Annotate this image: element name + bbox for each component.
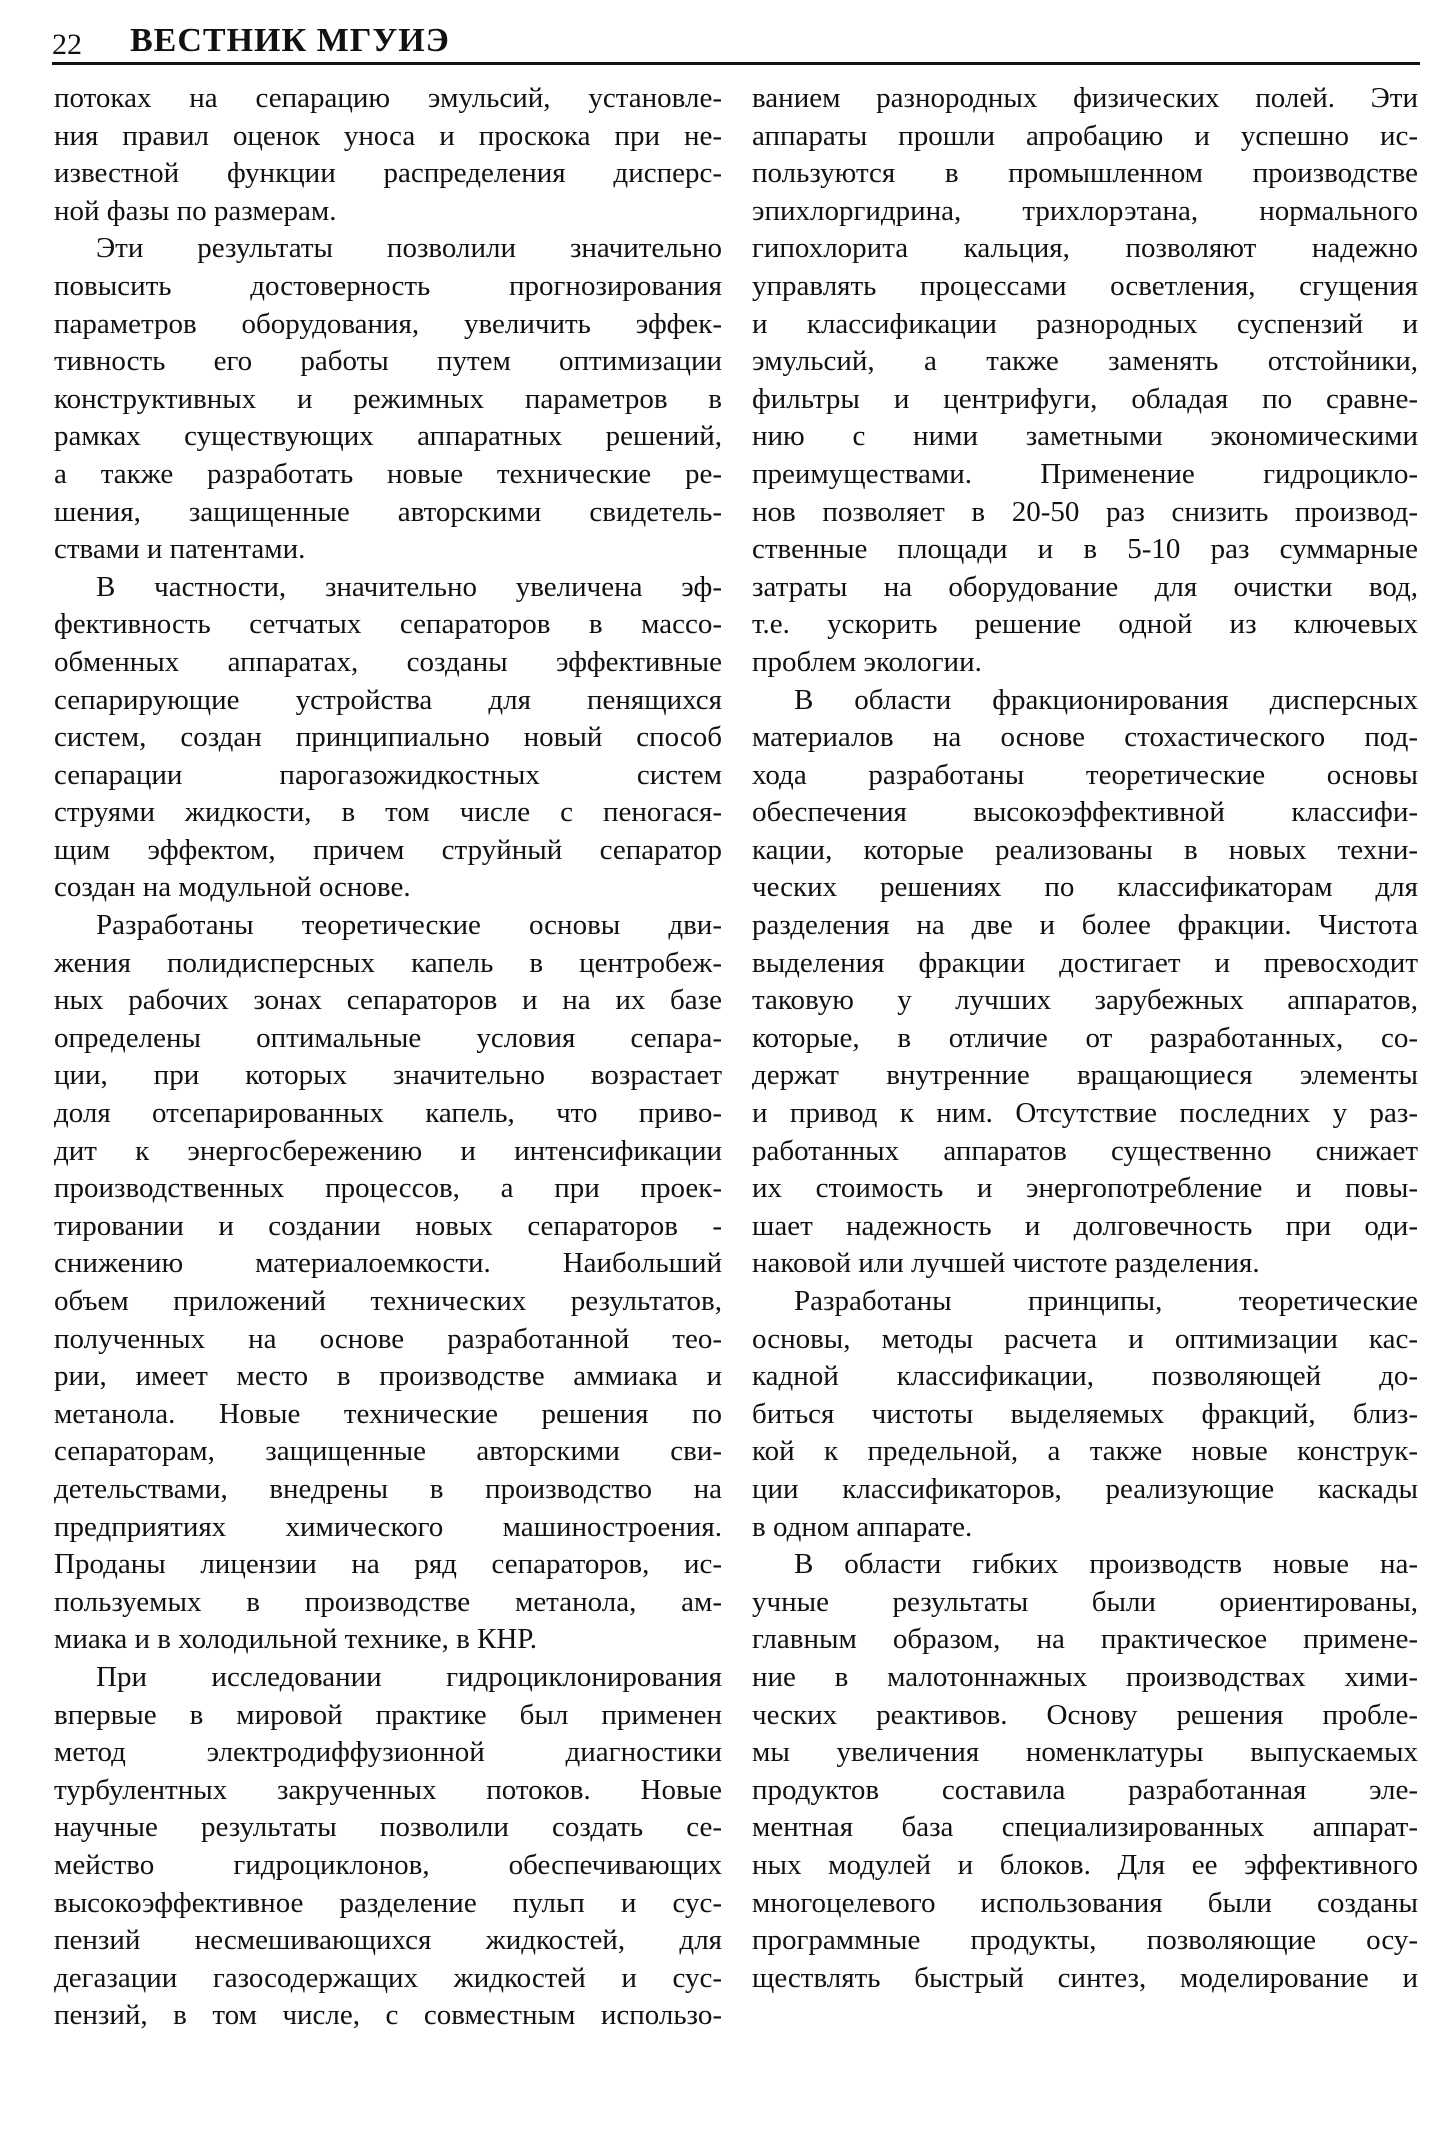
text-line: главным образом, на практическое примене- [752, 1623, 1418, 1656]
text-line: мейство гидроциклонов, обеспечивающих [54, 1848, 722, 1881]
text-line: ции, при которых значительно возрастает [54, 1059, 722, 1092]
text-line: выделения фракции достигает и превосходит [752, 946, 1418, 979]
text-line: ванием разнородных физических полей. Эти [752, 82, 1418, 114]
text-line: тивность его работы путем оптимизации [54, 345, 722, 378]
paragraph [752, 1546, 1418, 1997]
text-line: В частности, значительно увеличена эф- [96, 570, 722, 603]
text-line: пензий, в том числе, с совместным использо- [54, 1999, 722, 2032]
text-line: объем приложений технических результатов, [54, 1285, 722, 1317]
text-line: дегазации газосодержащих жидкостей и сус- [54, 1961, 722, 1994]
text-line: шает надежность и долговечность при оди- [752, 1209, 1418, 1242]
text-line: потоках на сепарацию эмульсий, установле- [54, 82, 722, 114]
text-line: тировании и создании новых сепараторов - [54, 1209, 722, 1242]
text-line: шения, защищенные авторскими свидетель- [54, 495, 722, 528]
text-line: мы увеличения номенклатуры выпускаемых [752, 1736, 1418, 1769]
text-line: метод электродиффузионной диагностики [54, 1736, 722, 1769]
text-line: сепарирующие устройства для пенящихся [54, 683, 722, 716]
page-number: 22 [52, 28, 82, 61]
text-line: ческих решениях по классификаторам для [752, 871, 1418, 904]
text-line: ции классификаторов, реализующие каскады [752, 1472, 1418, 1505]
paragraph [54, 230, 722, 568]
text-line: детельствами, внедрены в производство на [54, 1472, 722, 1505]
text-line: программные продукты, позволяющие осу- [752, 1924, 1418, 1957]
text-line: систем, создан принципиально новый способ [54, 721, 722, 754]
text-line: Разработаны теоретические основы дви- [96, 909, 722, 942]
right-column [752, 80, 1418, 1997]
header-rule [52, 62, 1420, 65]
paragraph [54, 80, 722, 230]
text-line: известной функции распределения дисперс- [54, 157, 722, 190]
left-column [54, 80, 722, 2035]
text-line: струями жидкости, в том числе с пеногася- [54, 796, 722, 829]
paragraph [752, 1283, 1418, 1546]
text-line: При исследовании гидроциклонирования [96, 1660, 722, 1693]
text-line: нию с ними заметными экономическими [752, 420, 1418, 453]
text-line: многоцелевого использования были созданы [752, 1886, 1418, 1919]
text-line: пользуемых в производстве метанола, ам- [54, 1585, 722, 1618]
paragraph [54, 569, 722, 907]
text-line: затраты на оборудование для очистки вод, [752, 570, 1418, 603]
text-line: щим эффектом, причем струйный сепаратор [54, 833, 722, 866]
text-line: материалов на основе стохастического под- [752, 721, 1418, 754]
text-line: В области фракционирования дисперсных [794, 683, 1418, 716]
text-line: кой к предельной, а также новые конструк- [752, 1435, 1418, 1468]
text-line: Эти результаты позволили значительно [96, 232, 722, 265]
text-line: ние в малотоннажных производствах хими- [752, 1660, 1418, 1693]
running-header [52, 22, 1420, 64]
text-line: разделения на две и более фракции. Чистота [752, 909, 1418, 942]
text-line: хода разработаны теоретические основы [752, 758, 1418, 791]
text-line: ствами и патентами. [54, 533, 306, 566]
text-line: определены оптимальные условия сепара- [54, 1021, 722, 1054]
text-line: биться чистоты выделяемых фракций, близ- [752, 1397, 1418, 1430]
text-line: эпихлоргидрина, трихлорэтана, нормального [752, 194, 1418, 227]
text-line: сепараторам, защищенные авторскими сви- [54, 1435, 722, 1468]
text-line: работанных аппаратов существенно снижает [752, 1134, 1418, 1167]
text-line: основы, методы расчета и оптимизации кас- [752, 1322, 1418, 1355]
text-line: преимуществами. Применение гидроцикло- [752, 457, 1418, 490]
text-line: миака и в холодильной технике, в КНР. [54, 1623, 538, 1656]
text-line: нов позволяет в 20-50 раз снизить производ- [752, 495, 1418, 528]
text-line: обеспечения высокоэффективной классифи- [752, 796, 1418, 829]
text-line: высокоэффективное разделение пульп и сус- [54, 1886, 722, 1919]
text-line: метанола. Новые технические решения по [54, 1397, 722, 1430]
text-line: пензий несмешивающихся жидкостей, для [54, 1924, 722, 1957]
text-line: конструктивных и режимных параметров в [54, 382, 722, 415]
text-line: полученных на основе разработанной тео- [54, 1322, 722, 1355]
text-line: ных модулей и блоков. Для ее эффективного [752, 1848, 1418, 1881]
text-line: В области гибких производств новые на- [794, 1548, 1418, 1581]
text-line: проблем экологии. [752, 645, 982, 678]
text-line: турбулентных закрученных потоков. Новые [54, 1773, 722, 1806]
text-line: обменных аппаратах, созданы эффективные [54, 645, 722, 678]
text-line: производственных процессов, а при проек- [54, 1172, 722, 1205]
text-line: сепарации парогазожидкостных систем [54, 758, 722, 791]
text-line: держат внутренние вращающиеся элементы [752, 1059, 1418, 1092]
text-line: ческих реактивов. Основу решения пробле- [752, 1698, 1418, 1731]
text-line: фильтры и центрифуги, обладая по сравне- [752, 382, 1418, 415]
text-line: кации, которые реализованы в новых техни- [752, 833, 1418, 866]
text-line: рамках существующих аппаратных решений, [54, 420, 722, 453]
text-line: и привод к ним. Отсутствие последних у раз- [752, 1097, 1418, 1130]
text-line: предприятиях химического машиностроения. [54, 1510, 722, 1543]
text-line: управлять процессами осветления, сгущения [752, 269, 1418, 302]
journal-title: ВЕСТНИК МГУИЭ [130, 22, 450, 59]
paragraph [752, 80, 1418, 682]
text-line: ществлять быстрый синтез, моделирование и [752, 1961, 1418, 1994]
text-line: гипохлорита кальция, позволяют надежно [752, 232, 1418, 265]
text-line: ных рабочих зонах сепараторов и на их базе [54, 984, 722, 1017]
text-line: продуктов составила разработанная эле- [752, 1773, 1418, 1806]
text-line: рии, имеет место в производстве аммиака и [54, 1360, 722, 1393]
text-line: их стоимость и энергопотребление и повы- [752, 1172, 1418, 1205]
text-line: ственные площади и в 5-10 раз суммарные [752, 533, 1418, 566]
text-line: т.е. ускорить решение одной из ключевых [752, 608, 1418, 641]
text-line: Разработаны принципы, теоретические [794, 1285, 1418, 1317]
paragraph [54, 907, 722, 1659]
text-line: Проданы лицензии на ряд сепараторов, ис- [54, 1548, 722, 1581]
text-line: эмульсий, а также заменять отстойники, [752, 345, 1418, 378]
text-line: впервые в мировой практике был применен [54, 1698, 722, 1731]
text-line: фективность сетчатых сепараторов в массо- [54, 608, 722, 641]
text-line: доля отсепарированных капель, что приво- [54, 1097, 722, 1130]
text-line: научные результаты позволили создать се- [54, 1811, 722, 1844]
paragraph [54, 1659, 722, 2035]
text-line: таковую у лучших зарубежных аппаратов, [752, 984, 1418, 1017]
text-line: повысить достоверность прогнозирования [54, 269, 722, 302]
text-line: которые, в отличие от разработанных, со- [752, 1021, 1418, 1054]
text-line: а также разработать новые технические ре- [54, 457, 722, 490]
text-line: пользуются в промышленном производстве [752, 157, 1418, 190]
text-line: создан на модульной основе. [54, 871, 411, 904]
text-line: наковой или лучшей чистоте разделения. [752, 1247, 1260, 1280]
text-line: в одном аппарате. [752, 1510, 973, 1543]
text-line: снижению материалоемкости. Наибольший [54, 1247, 722, 1280]
text-line: аппараты прошли апробацию и успешно ис- [752, 119, 1418, 152]
text-line: ной фазы по размерам. [54, 194, 337, 227]
paragraph [752, 682, 1418, 1284]
text-line: ния правил оценок уноса и проскока при не- [54, 119, 722, 152]
text-line: и классификации разнородных суспензий и [752, 307, 1418, 340]
text-line: кадной классификации, позволяющей до- [752, 1360, 1418, 1393]
text-line: ментная база специализированных аппарат- [752, 1811, 1418, 1844]
text-line: дит к энергосбережению и интенсификации [54, 1134, 722, 1167]
text-line: параметров оборудования, увеличить эффек- [54, 307, 722, 340]
text-line: учные результаты были ориентированы, [752, 1585, 1418, 1618]
text-line: жения полидисперсных капель в центробеж- [54, 946, 722, 979]
